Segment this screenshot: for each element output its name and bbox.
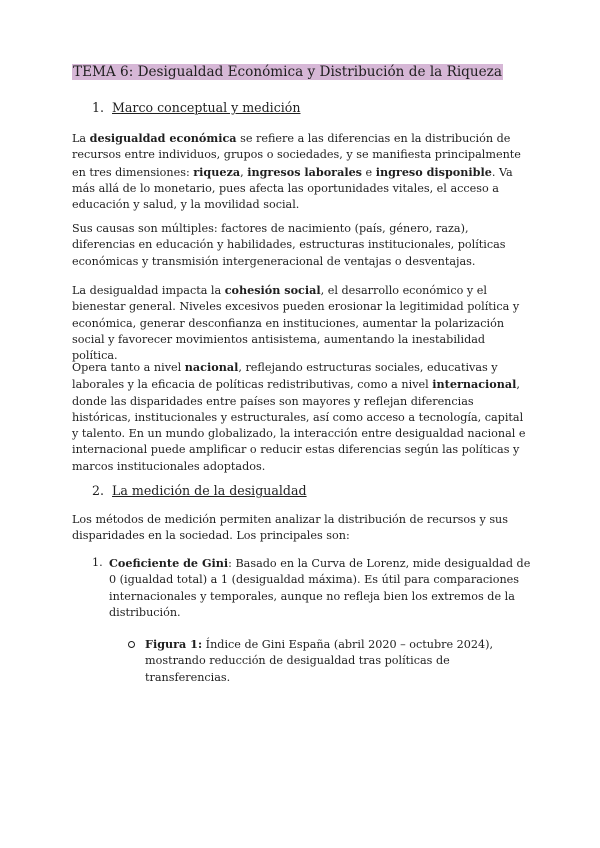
- text: , reflejando estructuras sociales, educativas y laborales y la eficacia de políticas redistributivas, como a nivel: [72, 361, 498, 392]
- section-title: Marco conceptual y medición: [112, 100, 301, 115]
- paragraph-causes: Sus causas son múltiples: factores de nacimiento (país, género, raza), diferencias en educación y habilidades, estructuras institucionales, políticas económicas y transmisión intergeneracional de ventajas o desventajas.: [72, 222, 506, 268]
- title-highlight: TEMA 6: Desigualdad Económica y Distribución de la Riqueza: [73, 64, 502, 80]
- text: La desigualdad impacta la: [72, 284, 225, 297]
- bold-term: desigualdad económica: [89, 131, 237, 145]
- section-number: 2.: [92, 483, 105, 498]
- bold-term: ingreso disponible: [375, 164, 492, 179]
- paragraph-definition: [72, 130, 530, 213]
- bold-term: internacional: [432, 377, 517, 392]
- bold-term: Coeficiente de Gini: [109, 556, 229, 570]
- text: : Basado en la Curva de Lorenz, mide desigualdad de 0 (igualdad total) a 1 (desigualdad máxima). Es útil para comparaciones internacionales y temporales, aunque no refleja bien los extremos de la distribución.: [109, 557, 531, 619]
- list-item-body: [109, 555, 532, 621]
- paragraph-impact: [72, 282, 530, 364]
- list-number: 1.: [92, 556, 103, 569]
- document-title: [72, 63, 503, 82]
- text: . Va más allá de lo monetario, pues afecta las oportunidades vitales, el acceso a educación y salud, y la movilidad social.: [72, 165, 513, 212]
- bold-term: riqueza: [193, 164, 241, 179]
- text: , donde las disparidades entre países son mayores y reflejan diferencias históricas, institucionales y estructurales, así como acceso a tecnología, capital y talento. En un mundo globalizado, la interacción entre desigualdad nacional e internacional puede amplificar o reducir estas diferencias según las políticas y marcos institucionales adoptados.: [72, 378, 526, 473]
- text: Opera tanto a nivel: [72, 361, 185, 374]
- sub-list-item-body: [145, 636, 532, 686]
- text: La: [72, 132, 90, 145]
- bold-term: nacional: [184, 360, 239, 374]
- text: ,: [240, 165, 248, 179]
- section-heading-1: [92, 99, 300, 117]
- list-item: [92, 555, 532, 621]
- bold-term: cohesión social: [224, 283, 321, 297]
- hollow-circle-bullet-icon: [128, 641, 135, 648]
- sub-list-item: [128, 636, 532, 686]
- section-number: 1.: [92, 100, 105, 115]
- paragraph-methods: Los métodos de medición permiten analizar la distribución de recursos y sus disparidades en la sociedad. Los principales son:: [72, 513, 509, 543]
- text: se refiere a las diferencias en la distribución de recursos entre individuos, grupos o sociedades, y se manifiesta principalmente en tres dimensiones:: [72, 132, 521, 179]
- section-title: La medición de la desigualdad: [112, 483, 307, 498]
- text: Índice de Gini España (abril 2020 – octubre 2024), mostrando reducción de desigualdad tras políticas de transferencias.: [145, 638, 494, 684]
- bold-term: Figura 1:: [145, 637, 203, 651]
- section-heading-2: [92, 482, 307, 500]
- paragraph-levels: [72, 359, 530, 475]
- text: e: [361, 165, 376, 179]
- bold-term: ingresos laborales: [247, 164, 362, 179]
- text: , el desarrollo económico y el bienestar general. Niveles excesivos pueden erosionar la legitimidad política y económica, generar desconfianza en instituciones, aumentar la polarización social y favorecer movimientos antisistema, aumentando la inestabilidad política.: [72, 284, 520, 363]
